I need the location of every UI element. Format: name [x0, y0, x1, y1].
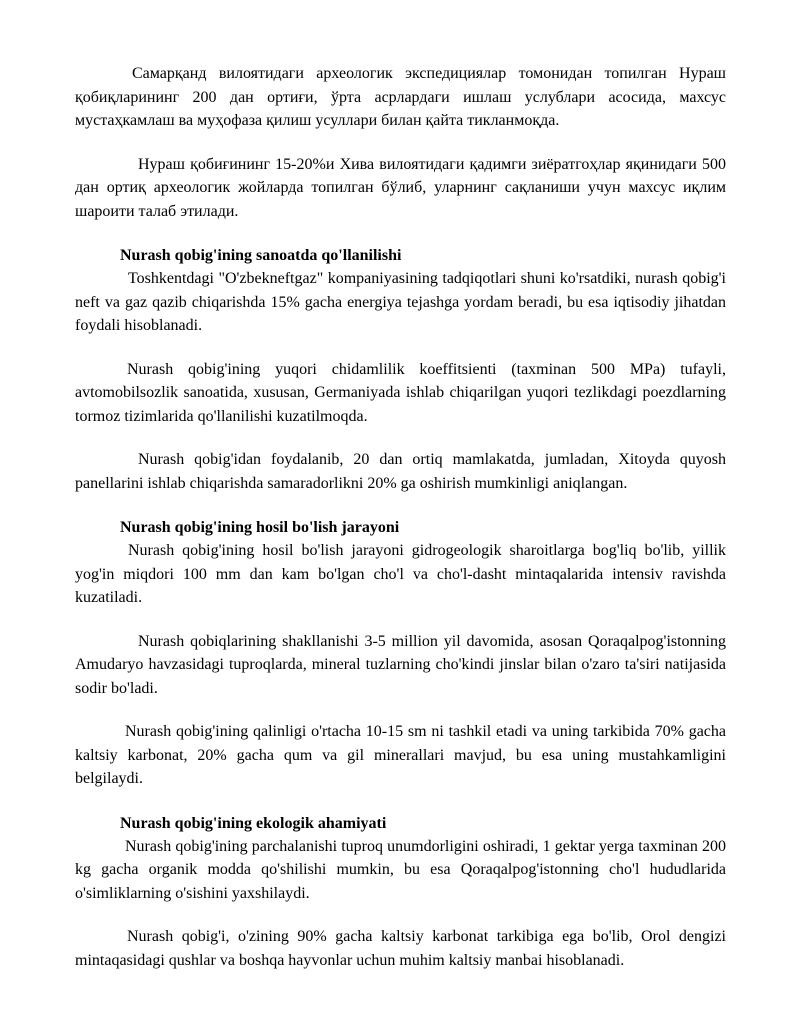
section-heading: Nurash qobig'ining hosil bo'lish jarayoni: [120, 519, 400, 536]
paragraph: Nurash qobiqlarining shakllanishi 3-5 million yil davomida, asosan Qoraqalpog'istonning Amudaryo havzasidagi tuproqlarda, mineral tuzlarning cho'kindi jinslar bilan o'zaro ta'siri natijasida sodir bo'ladi.: [75, 632, 726, 697]
document-page: [75, 62, 726, 972]
section-heading: Nurash qobig'ining ekologik ahamiyati: [120, 814, 387, 832]
paragraph: Самарқанд вилоятидаги археологик экспедициялар томонидан топилган Нураш қобиқларининг 200 дан ортиғи, ўрта асрлардаги ишлаш услублари асосида, махсус мустаҳкамлаш ва муҳофаза қилиш усуллари билан қайта тикланмоқда.: [75, 65, 726, 129]
paragraph: Нураш қобиғининг 15-20%и Хива вилоятидаги қадимги зиёратгоҳлар яқинидаги 500 дан ортиқ археологик жойларда топилган бўлиб, уларнинг сақланиши учун махсус иқлим шароити талаб этилади.: [75, 155, 726, 220]
paragraph: Nurash qobig'idan foydalanib, 20 dan ortiq mamlakatda, jumladan, Xitoyda quyosh panellarini ishlab chiqarishda samaradorlikni 20% ga oshirish mumkinligi aniqlangan.: [75, 451, 726, 492]
section-heading: Nurash qobig'ining sanoatda qo'llanilishi: [120, 247, 402, 264]
paragraph: Nurash qobig'ining hosil bo'lish jarayoni gidrogeologik sharoitlarga bog'liq bo'lib, yillik yog'in miqdori 100 mm dan kam bo'lgan cho'l va cho'l-dasht mintaqalarida intensiv ravishda kuzatiladi.: [75, 542, 726, 606]
paragraph: Toshkentdagi "O'zbekneftgaz" kompaniyasining tadqiqotlari shuni ko'rsatdiki, nurash qobig'i neft va gaz qazib chiqarishda 15% gacha energiya tejashga yordam beradi, bu esa iqtisodiy jihatdan foydali hisoblanadi.: [75, 270, 726, 334]
paragraph: Nurash qobig'ining qalinligi o'rtacha 10-15 sm ni tashkil etadi va uning tarkibida 70% gacha kaltsiy karbonat, 20% gacha qum va gil minerallari mavjud, bu esa uning mustahkamligini belgilaydi.: [75, 723, 726, 787]
paragraph: Nurash qobig'ining parchalanishi tuproq unumdorligini oshiradi, 1 gektar yerga taxminan 200 kg gacha organik modda qo'shilishi mumkin, bu esa Qoraqalpog'istonning cho'l hududlarida o'simliklarning o'sishini yaxshilaydi.: [75, 837, 726, 902]
paragraph: Nurash qobig'ining yuqori chidamlilik koeffitsienti (taxminan 500 MPa) tufayli, avtomobilsozlik sanoatida, xususan, Germaniyada ishlab chiqarilgan yuqori tezlikdagi poezdlarning tormoz tizimlarida qo'llanilishi kuzatilmoqda.: [75, 360, 726, 425]
paragraph: Nurash qobig'i, o'zining 90% gacha kaltsiy karbonat tarkibiga ega bo'lib, Orol dengizi mintaqasidagi qushlar va boshqa hayvonlar uchun muhim kaltsiy manbai hisoblanadi.: [75, 928, 726, 969]
